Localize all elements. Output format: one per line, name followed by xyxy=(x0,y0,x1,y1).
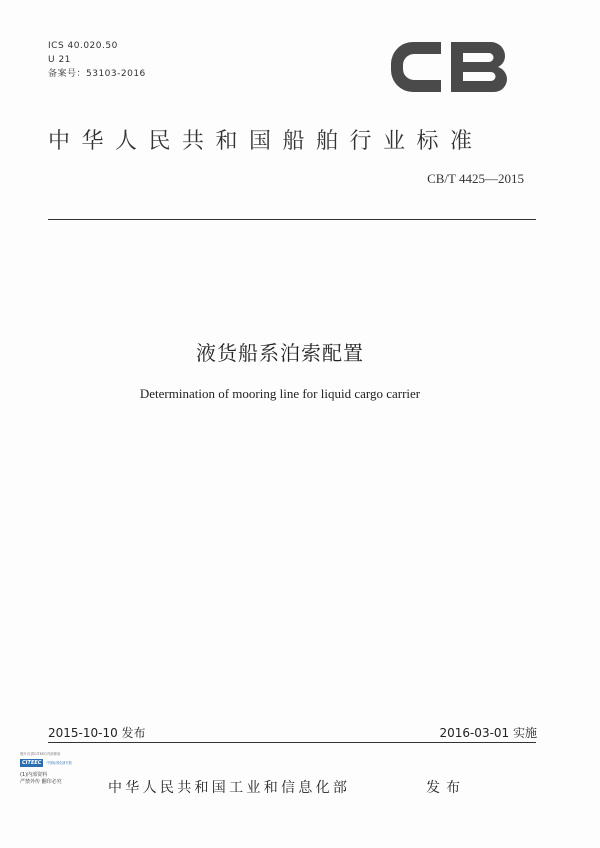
implementation-date: 2016-03-01 实施 xyxy=(439,726,537,740)
classification-codes xyxy=(48,39,146,81)
top-divider xyxy=(48,219,536,220)
stamp-line2: (1)内部资料 xyxy=(20,772,48,778)
issue-date: 2015-10-10 发布 xyxy=(48,726,146,740)
library-stamp xyxy=(20,752,102,802)
document-subtitle: Determination of mooring line for liquid cargo carrier xyxy=(139,386,421,401)
standard-title: 中华人民共和国船舶行业标准 xyxy=(48,129,484,154)
stamp-line1: 图片仅供CITEEC内部使用 xyxy=(20,752,61,756)
stamp-badge: CITEEC xyxy=(22,760,42,766)
bottom-divider xyxy=(48,742,536,743)
issuing-authority: 中华人民共和国工业和信息化部 xyxy=(108,780,351,796)
publish-label: 发布 xyxy=(426,780,466,796)
ccs-code: U 21 xyxy=(48,55,71,65)
standard-number: CB/T 4425—2015 xyxy=(427,171,524,186)
document-title: 液货船系泊索配置 xyxy=(196,341,364,365)
ics-code: ICS 40.020.50 xyxy=(48,41,118,51)
record-number: 备案号：53103-2016 xyxy=(48,69,146,79)
stamp-line3: 严禁外传 翻印必究 xyxy=(20,779,62,785)
cb-logo xyxy=(385,34,513,100)
stamp-side-text: 中国标准化研究院 xyxy=(46,761,72,765)
